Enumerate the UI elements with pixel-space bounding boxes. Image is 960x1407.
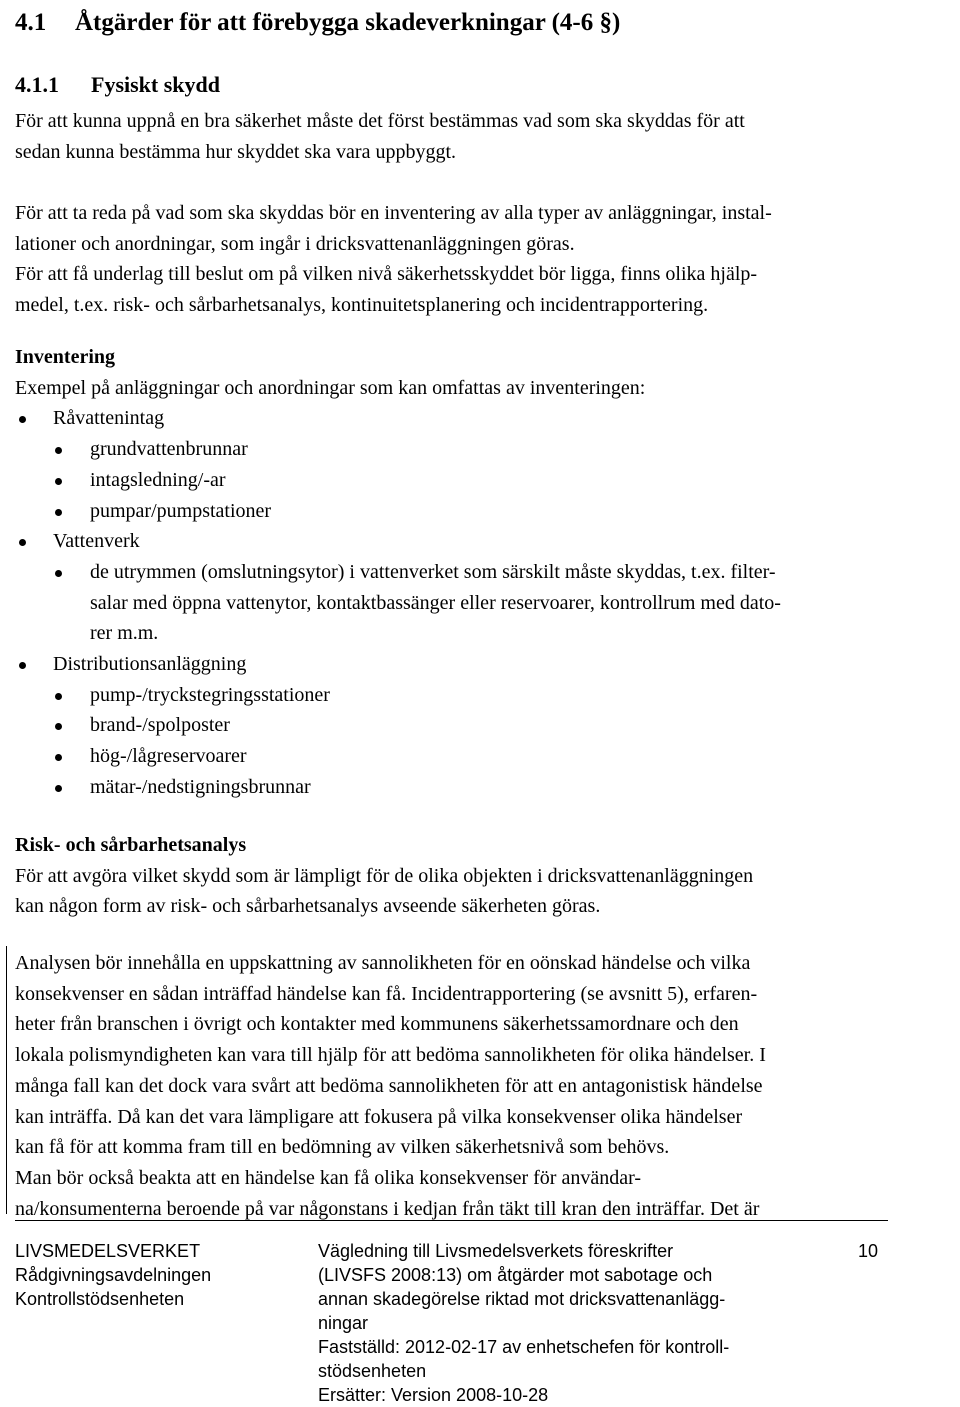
text-line: många fall kan det dock vara svårt att bedöma sannolikheten för att en antagonistisk händelse bbox=[15, 1074, 763, 1097]
text-line: Man bör också beakta att en händelse kan få olika konsekvenser för användar- bbox=[15, 1166, 642, 1189]
footer-line: Fastställd: 2012-02-17 av enhetschefen för kontroll- bbox=[318, 1337, 730, 1357]
text-line: heter från branschen i övrigt och kontakter med kommunens säkerhetssamordnare och den bbox=[15, 1013, 739, 1036]
bullet-icon bbox=[55, 509, 62, 516]
sub-list bbox=[15, 434, 950, 526]
bullet-icon bbox=[55, 693, 62, 700]
risk-section bbox=[15, 830, 950, 922]
bullet-icon bbox=[55, 478, 62, 485]
analysis-paragraph bbox=[15, 948, 950, 1224]
list-item bbox=[15, 557, 950, 649]
list-item bbox=[15, 680, 950, 711]
list-item bbox=[15, 772, 950, 803]
bullet-icon bbox=[19, 416, 26, 423]
page-number: 10 bbox=[858, 1241, 879, 1261]
text-line: lokala polismyndigheten kan vara till hjälp för att bedöma sannolikheten för olika händelser. I bbox=[15, 1044, 766, 1067]
text-line: lationer och anordningar, som ingår i dricksvattenanläggningen göras. bbox=[15, 232, 575, 255]
list-item-label: grundvattenbrunnar bbox=[90, 438, 248, 461]
list-item-label: Distributionsanläggning bbox=[53, 653, 247, 676]
inventory-intro: Exempel på anläggningar och anordningar som kan omfattas av inventeringen: bbox=[15, 376, 646, 399]
inventory-section bbox=[15, 342, 950, 803]
sub-list bbox=[15, 557, 950, 649]
bullet-icon bbox=[19, 662, 26, 669]
heading-section-4-1 bbox=[15, 6, 620, 40]
text-line: För att avgöra vilket skydd som är lämpligt för de olika objekten i dricksvattenanläggningen bbox=[15, 864, 754, 887]
bullet-icon bbox=[55, 754, 62, 761]
text-line: sedan kunna bestämma hur skyddet ska vara uppbyggt. bbox=[15, 140, 457, 163]
footer-line: annan skadegörelse riktad mot dricksvattenanlägg- bbox=[318, 1289, 726, 1309]
footer-line: ningar bbox=[318, 1313, 369, 1333]
intro-paragraph bbox=[15, 106, 950, 167]
heading-title: Åtgärder för att förebygga skadeverkningar (4-6 §) bbox=[75, 9, 621, 36]
list-item-label: pump-/tryckstegringsstationer bbox=[90, 683, 330, 706]
list-item bbox=[15, 649, 950, 803]
heading-title: Fysiskt skydd bbox=[91, 72, 221, 97]
text-line: rer m.m. bbox=[90, 622, 159, 645]
list-item bbox=[15, 434, 950, 465]
text-line: För att ta reda på vad som ska skyddas bör en inventering av alla typer av anläggningar, instal- bbox=[15, 202, 772, 224]
list-item-label: Råvattenintag bbox=[53, 407, 165, 430]
text-line: na/konsumenterna beroende på var någonstans i kedjan från täkt till kran den inträffar. Det är bbox=[15, 1197, 760, 1220]
text-line: kan få för att komma fram till en bedömning av vilken säkerhetsnivå som behövs. bbox=[15, 1136, 670, 1159]
list-item bbox=[15, 403, 950, 526]
footer-line: Kontrollstödsenheten bbox=[15, 1289, 185, 1309]
list-item bbox=[15, 526, 950, 649]
list-item bbox=[15, 710, 950, 741]
list-item-label: brand-/spolposter bbox=[90, 714, 230, 737]
footer-line: stödsenheten bbox=[318, 1361, 427, 1381]
text-line: För att få underlag till beslut om på vilken nivå säkerhetsskyddet bör ligga, finns olika hjälp- bbox=[15, 263, 758, 286]
sub-list bbox=[15, 680, 950, 803]
list-item-label: intagsledning/-ar bbox=[90, 468, 226, 491]
text-line: de utrymmen (omslutningsytor) i vattenverket som särskilt måste skyddas, t.ex. filter- bbox=[90, 560, 776, 583]
list-item bbox=[15, 496, 950, 527]
footer-line: (LIVSFS 2008:13) om åtgärder mot sabotage och bbox=[318, 1265, 713, 1285]
list-item bbox=[15, 465, 950, 496]
bullet-icon bbox=[55, 785, 62, 792]
bullet-icon bbox=[55, 447, 62, 454]
inventory-list bbox=[15, 403, 950, 802]
text-line: medel, t.ex. risk- och sårbarhetsanalys, kontinuitetsplanering och incidentrapportering. bbox=[15, 294, 709, 317]
risk-heading: Risk- och sårbarhetsanalys bbox=[15, 834, 247, 856]
footer-divider bbox=[15, 1220, 888, 1221]
text-line: Analysen bör innehålla en uppskattning av sannolikheten för en oönskad händelse och vilka bbox=[15, 952, 751, 974]
list-item-label: pumpar/pumpstationer bbox=[90, 499, 272, 522]
footer-line: Rådgivningsavdelningen bbox=[15, 1265, 212, 1285]
footer-line: Ersätter: Version 2008-10-28 bbox=[318, 1385, 549, 1405]
heading-section-4-1-1 bbox=[15, 70, 220, 100]
heading-number: 4.1 bbox=[15, 9, 47, 36]
list-item-label: hög-/lågreservoarer bbox=[90, 745, 247, 768]
bullet-icon bbox=[19, 539, 26, 546]
text-line: kan någon form av risk- och sårbarhetsanalys avseende säkerheten göras. bbox=[15, 895, 601, 918]
inventory-heading: Inventering bbox=[15, 346, 115, 368]
heading-number: 4.1.1 bbox=[15, 72, 59, 97]
bullet-icon bbox=[55, 723, 62, 730]
list-item-text bbox=[90, 557, 950, 649]
footer-line: Vägledning till Livsmedelsverkets föreskrifter bbox=[318, 1241, 674, 1261]
footer-organization bbox=[15, 1239, 211, 1311]
text-line: kan inträffa. Då kan det vara lämpligare att fokusera på vilka konsekvenser olika händelser bbox=[15, 1105, 743, 1128]
footer-document-info bbox=[318, 1239, 818, 1407]
bullet-icon bbox=[55, 570, 62, 577]
list-item-label: Vattenverk bbox=[53, 530, 140, 553]
list-item bbox=[15, 741, 950, 772]
text-line: salar med öppna vattenytor, kontaktbassänger eller reservoarer, kontrollrum med dato- bbox=[90, 591, 781, 614]
text-line: För att kunna uppnå en bra säkerhet måste det först bestämmas vad som ska skyddas för att bbox=[15, 110, 745, 132]
text-line: konsekvenser en sådan inträffad händelse kan få. Incidentrapportering (se avsnitt 5), erfaren- bbox=[15, 982, 758, 1005]
footer-line: LIVSMEDELSVERKET bbox=[15, 1241, 201, 1261]
inventory-paragraph bbox=[15, 198, 950, 321]
list-item-label: mätar-/nedstigningsbrunnar bbox=[90, 775, 311, 798]
change-bar bbox=[6, 946, 7, 1214]
